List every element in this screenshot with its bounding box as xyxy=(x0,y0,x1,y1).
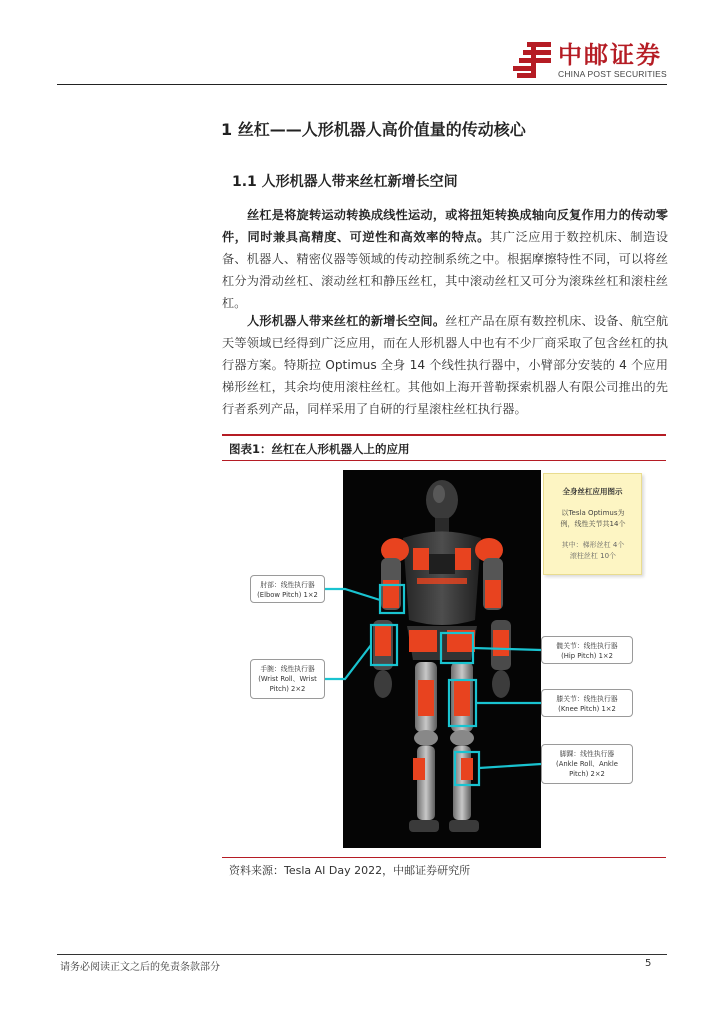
footer-divider xyxy=(57,954,667,955)
robot-photo xyxy=(343,470,541,848)
wrist-callout-line-3: Pitch) 2×2 xyxy=(269,685,306,693)
brand-name-en: CHINA POST SECURITIES xyxy=(558,69,667,79)
note-title: 全身丝杠应用图示 xyxy=(562,487,623,496)
paragraph-1-body: 其广泛应用于数控机床、制造设备、机器人、精密仪器等领域的传动控制系统之中。根据摩擦特性不同，可以将丝杠分为滑动丝杠、滚动丝杠和静压丝杠，其中滚动丝杠又可分为滚珠丝杠和滚柱丝杠。 xyxy=(222,230,669,310)
section-heading: 1 丝杠——人形机器人高价值量的传动核心 xyxy=(221,120,526,139)
wrist-callout-line-1: 手腕：线性执行器 xyxy=(260,665,315,673)
summary-note xyxy=(543,473,642,575)
subsection-heading: 1.1 人形机器人带来丝杠新增长空间 xyxy=(232,174,458,190)
header-divider xyxy=(57,84,667,85)
ankle-callout xyxy=(541,744,633,784)
wrist-callout-line-2: (Wrist Roll、Wrist xyxy=(258,675,317,683)
paragraph-2-lead: 人形机器人带来丝杠的新增长空间。 xyxy=(247,314,446,328)
note-line-3: 其中：梯形丝杠 4个 xyxy=(561,541,625,549)
paragraph-2-body: 丝杠产品在原有数控机床、设备、航空航天等领域已经得到广泛应用，而在人形机器人中也有不少厂商采取了包含丝杠的执行器方案。特斯拉 Optimus 全身 14 个线性执行器中，小臂部分安装的 4 个应用梯形丝杠，其余均使用滚柱丝杠。其他如上海开普勒探索机器人有限公司推出的先行者系列产品，同样采用了自研的行星滚柱丝杠执行器。 xyxy=(222,314,669,416)
figure-top-rule xyxy=(222,434,666,436)
knee-callout-line-2: (Knee Pitch) 1×2 xyxy=(558,705,616,713)
note-line-1: 以Tesla Optimus为 xyxy=(561,509,625,517)
figure-title: 图表1：丝杠在人形机器人上的应用 xyxy=(229,442,410,456)
figure-bottom-rule xyxy=(222,857,666,858)
knee-callout xyxy=(541,689,633,717)
page-number: 5 xyxy=(645,958,652,969)
ankle-callout-line-1: 脚踝：线性执行器 xyxy=(559,750,615,758)
figure-title-rule xyxy=(222,460,666,461)
elbow-callout-line-1: 肘部：线性执行器 xyxy=(260,581,315,589)
brand-name-cn: 中邮证券 xyxy=(558,41,662,69)
ankle-callout-line-3: Pitch) 2×2 xyxy=(569,770,605,778)
paragraph-1 xyxy=(222,204,668,314)
china-post-logo-icon xyxy=(513,42,553,78)
paragraph-1-lead: 丝杠是将旋转运动转换成线性运动，或将扭矩转换成轴向反复作用力的传动零件，同时兼具高精度、可逆性和高效率的特点。 xyxy=(222,208,668,244)
knee-callout-line-1: 膝关节：线性执行器 xyxy=(556,695,618,703)
hip-callout xyxy=(541,636,633,664)
ankle-callout-line-2: (Ankle Roll、Ankle xyxy=(556,760,618,768)
note-line-4: 滚柱丝杠 10个 xyxy=(569,552,617,560)
hip-callout-line-1: 髋关节：线性执行器 xyxy=(556,642,618,650)
footer-disclaimer: 请务必阅读正文之后的免责条款部分 xyxy=(60,962,220,973)
elbow-callout xyxy=(250,575,325,603)
wrist-callout xyxy=(250,659,325,699)
figure-source: 资料来源：Tesla AI Day 2022，中邮证券研究所 xyxy=(229,864,471,877)
note-line-2: 例，线性关节共14个 xyxy=(560,520,626,528)
hip-callout-line-2: (Hip Pitch) 1×2 xyxy=(561,652,613,660)
paragraph-2 xyxy=(222,310,668,420)
elbow-callout-line-2: (Elbow Pitch) 1×2 xyxy=(257,591,318,599)
